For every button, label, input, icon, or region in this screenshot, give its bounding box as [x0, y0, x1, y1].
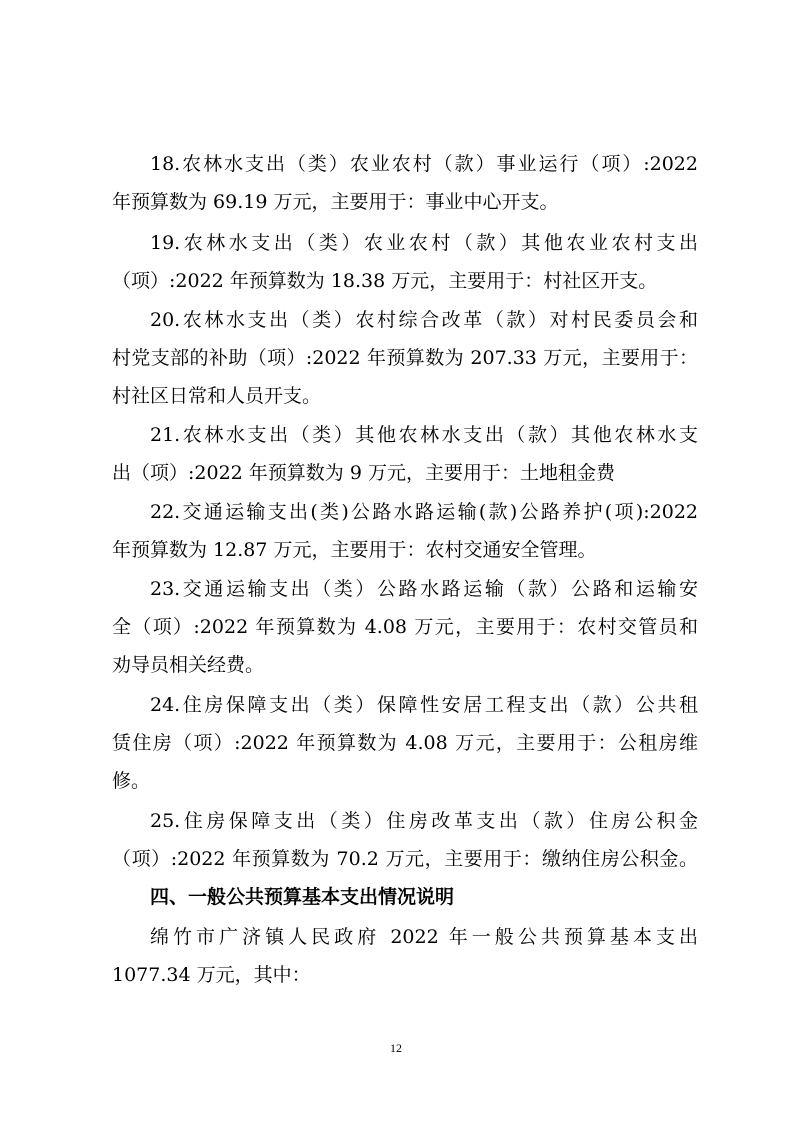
item-22-line-2: 年预算数为 12.87 万元，主要用于：农村交通安全管理。 [112, 539, 597, 561]
item-19-line-1: 19.农林水支出（类）农业农村（款）其他农业农村支出 [150, 232, 698, 254]
item-18-line-2: 年预算数为 69.19 万元，主要用于：事业中心开支。 [112, 191, 559, 213]
item-20-line-3: 村社区日常和人员开支。 [112, 385, 322, 407]
item-18-line-1: 18.农林水支出（类）农业农村（款）事业运行（项）:2022 [150, 153, 698, 175]
item-25-line-1: 25.住房保障支出（类）住房改革支出（款）住房公积金 [150, 810, 698, 832]
item-22-line-1: 22.交通运输支出(类)公路水路运输(款)公路养护(项):2022 [150, 501, 698, 523]
item-23-line-2: 全（项）:2022 年预算数为 4.08 万元，主要用于：农村交管员和 [112, 616, 698, 638]
item-24-line-3: 修。 [112, 770, 151, 792]
item-20-line-1: 20.农林水支出（类）农村综合改革（款）对村民委员会和 [150, 309, 698, 331]
summary-line-2: 1077.34 万元，其中： [112, 964, 311, 986]
item-23-line-1: 23.交通运输支出（类）公路水路运输（款）公路和运输安 [150, 578, 698, 600]
item-21-line-1: 21.农林水支出（类）其他农林水支出（款）其他农林水支 [150, 424, 698, 446]
item-25-line-2: （项）:2022 年预算数为 70.2 万元，主要用于：缴纳住房公积金。 [112, 848, 698, 870]
section-heading: 四、一般公共预算基本支出情况说明 [150, 886, 455, 908]
page-number: 12 [390, 1041, 402, 1055]
item-19-line-2: （项）:2022 年预算数为 18.38 万元，主要用于：村社区开支。 [112, 270, 658, 292]
item-23-line-3: 劝导员相关经费。 [112, 654, 265, 676]
item-20-line-2: 村党支部的补助（项）:2022 年预算数为 207.33 万元，主要用于： [112, 347, 698, 369]
item-24-line-1: 24.住房保障支出（类）保障性安居工程支出（款）公共租 [150, 694, 698, 716]
item-21-line-2: 出（项）:2022 年预算数为 9 万元，主要用于：土地租金费 [112, 462, 615, 484]
summary-line-1: 绵竹市广济镇人民政府 2022 年一般公共预算基本支出 [150, 926, 698, 948]
item-24-line-2: 赁住房（项）:2022 年预算数为 4.08 万元，主要用于：公租房维 [112, 732, 698, 754]
